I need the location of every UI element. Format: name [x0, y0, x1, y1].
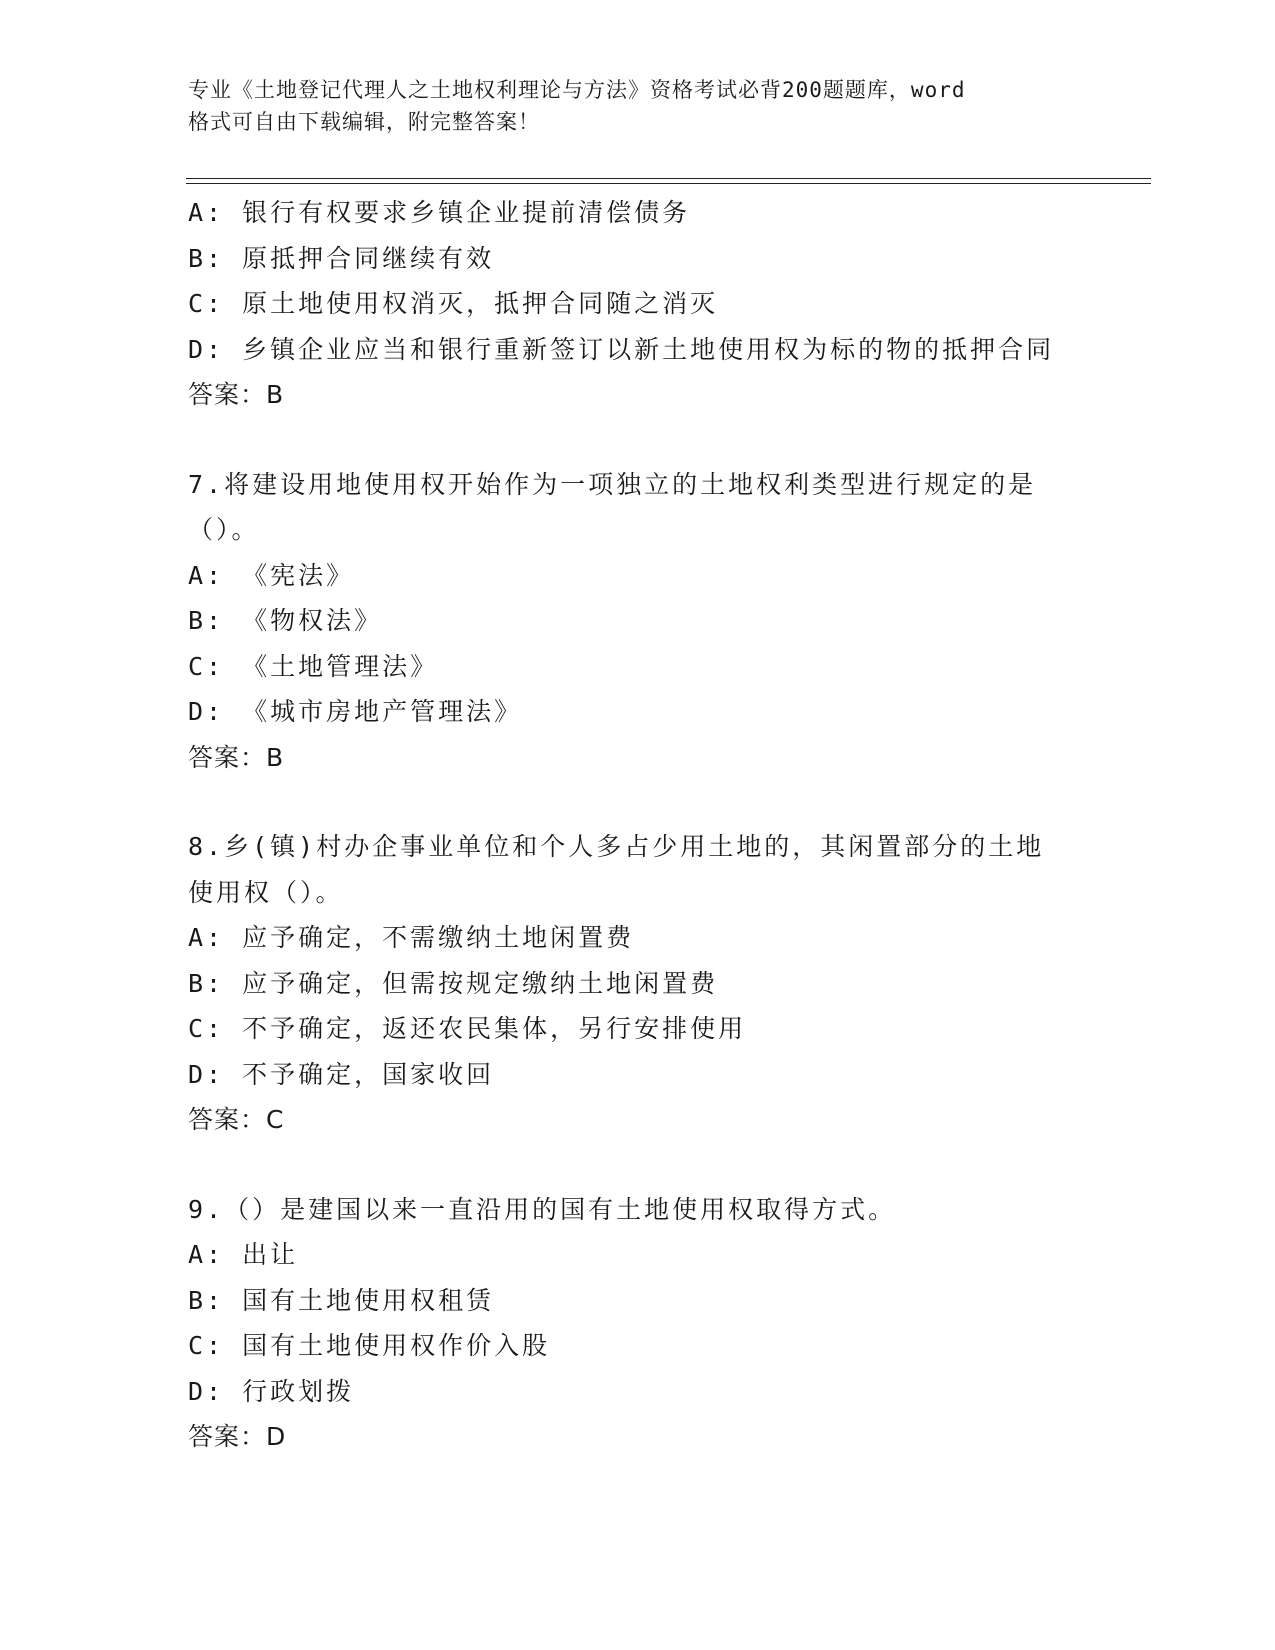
header-line-1: 专业《土地登记代理人之土地权利理论与方法》资格考试必背200题题库，word — [188, 78, 966, 102]
question-list — [188, 190, 1088, 1460]
header-divider-top — [186, 178, 1151, 179]
spacer — [188, 1143, 1088, 1187]
option-c: C: 国有土地使用权作价入股 — [188, 1331, 551, 1360]
question-7 — [188, 462, 1088, 781]
answer-value: B — [266, 380, 285, 409]
option-d: D: 不予确定，国家收回 — [188, 1059, 495, 1089]
question-stem-line: （）。 — [188, 515, 260, 544]
option-b: B: 应予确定，但需按规定缴纳土地闲置费 — [188, 968, 719, 998]
option-c: C: 《土地管理法》 — [188, 651, 439, 681]
option-b: B: 国有土地使用权租赁 — [188, 1285, 495, 1315]
question-stem-line: 7.将建设用地使用权开始作为一项独立的土地权利类型进行规定的是 — [188, 469, 1037, 499]
answer-line — [188, 1097, 1088, 1143]
answer-value: D — [266, 1422, 287, 1451]
option-c: C: 原土地使用权消灭，抵押合同随之消灭 — [188, 289, 719, 318]
option-d: D: 乡镇企业应当和银行重新签订以新土地使用权为标的物的抵押合同 — [188, 334, 1055, 364]
question-8 — [188, 824, 1088, 1143]
option-a: A: 《宪法》 — [188, 560, 355, 590]
option-a: A: 应予确定，不需缴纳土地闲置费 — [188, 923, 635, 952]
spacer — [188, 780, 1088, 824]
question-stem-line: 8.乡(镇)村办企事业单位和个人多占少用土地的，其闲置部分的土地 — [188, 832, 1045, 861]
header-line-2: 格式可自由下载编辑，附完整答案！ — [188, 110, 540, 134]
answer-label: 答案： — [188, 742, 267, 772]
answer-value: C — [266, 1105, 285, 1134]
answer-line — [188, 1414, 1088, 1460]
answer-line — [188, 735, 1088, 781]
answer-label: 答案： — [188, 1105, 267, 1134]
option-d: D: 行政划拨 — [188, 1376, 355, 1406]
question-stem-line: 使用权（）。 — [188, 877, 344, 907]
document-header — [188, 74, 1068, 138]
answer-value: B — [266, 742, 285, 772]
question-stem-line: 9.（）是建国以来一直沿用的国有土地使用权取得方式。 — [188, 1194, 897, 1224]
answer-label: 答案： — [188, 380, 267, 409]
option-a: A: 银行有权要求乡镇企业提前清偿债务 — [188, 198, 691, 227]
spacer — [188, 418, 1088, 462]
answer-line — [188, 372, 1088, 418]
option-d: D: 《城市房地产管理法》 — [188, 697, 523, 726]
header-divider-bottom — [186, 183, 1151, 184]
option-a: A: 出让 — [188, 1240, 299, 1269]
option-b: B: 原抵押合同继续有效 — [188, 243, 495, 273]
option-b: B: 《物权法》 — [188, 606, 383, 635]
question-9 — [188, 1187, 1088, 1460]
question-6-continued — [188, 190, 1088, 418]
answer-label: 答案： — [188, 1422, 267, 1451]
option-c: C: 不予确定，返还农民集体，另行安排使用 — [188, 1014, 747, 1043]
